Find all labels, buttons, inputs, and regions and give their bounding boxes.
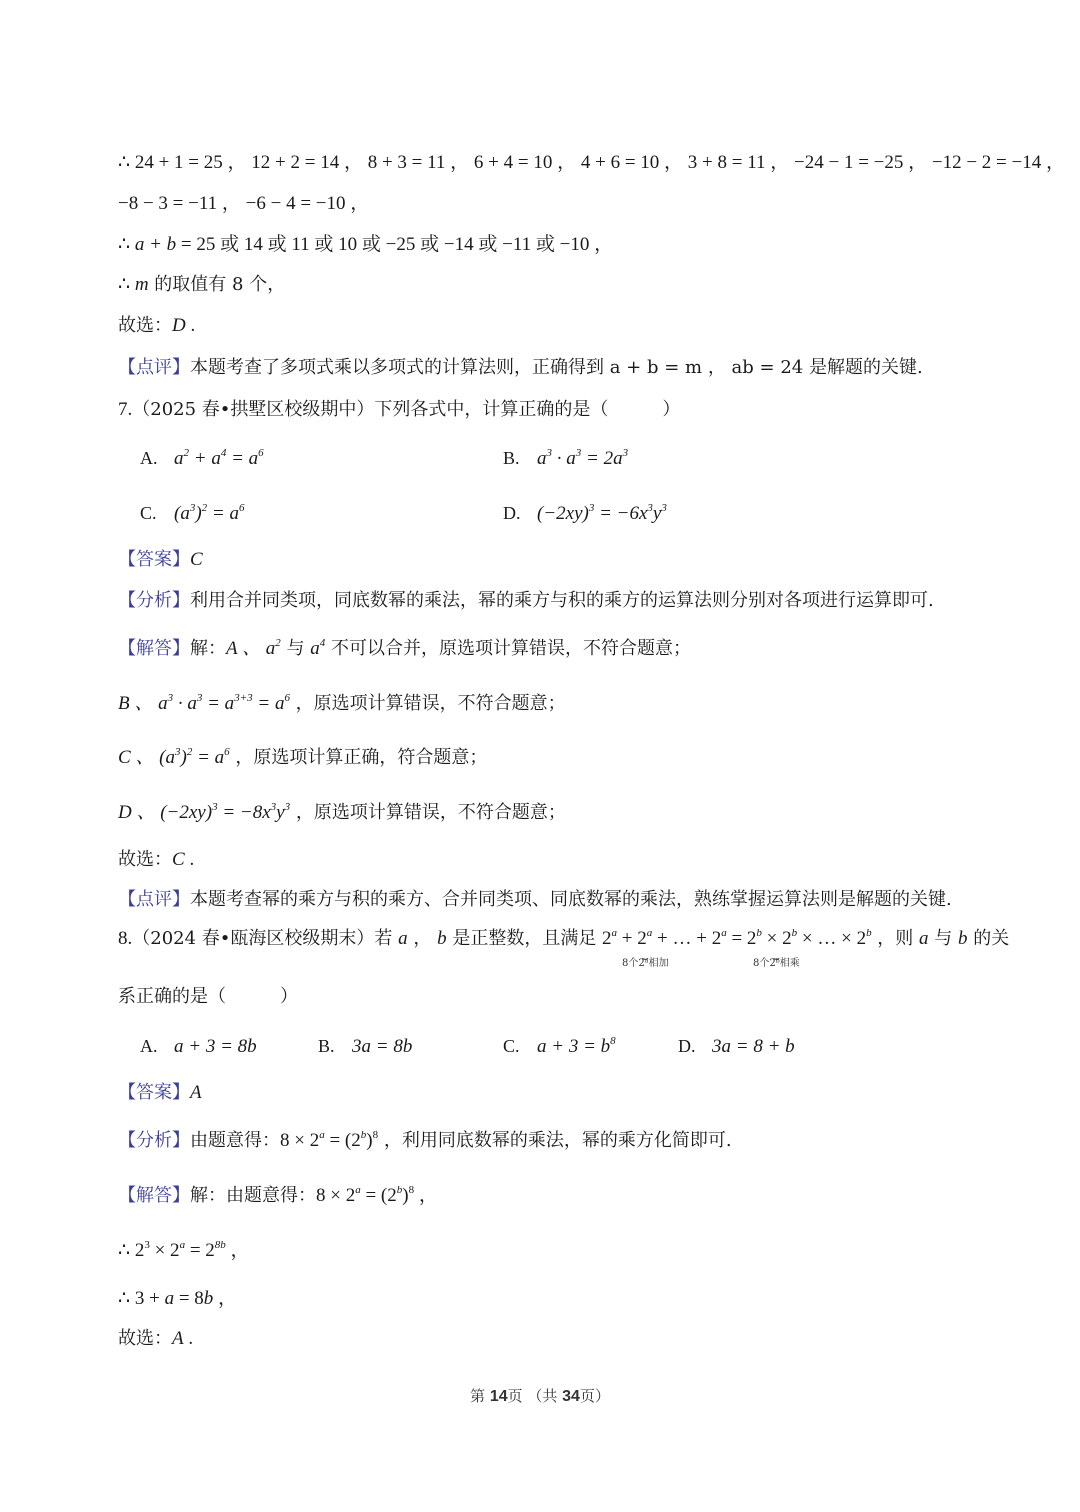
q7-solution-b <box>118 692 566 716</box>
q8-option-d <box>678 1034 795 1059</box>
comment-text: 本题考查幂的乘方与积的乘方、合并同类项、同底数幂的乘法，熟练掌握运算法则是解题的关键. <box>190 889 952 910</box>
q7-option-b <box>503 446 628 471</box>
solution-expr: $a^4$ <box>310 637 326 659</box>
stem-text: ，则 <box>871 928 920 949</box>
option-letter: A. <box>140 1036 158 1056</box>
solution-expr: D 、 $(-2xy)^3 = -8x^3y^3$ <box>118 801 291 823</box>
solution-expr: B 、 $a^3 \cdot a^3 = a^{3+3} = a^6$ <box>118 692 290 714</box>
analysis-tag: 【分析】 <box>118 590 190 611</box>
option-expr: $a^3 \cdot a^3 = 2a^3$ <box>537 447 629 469</box>
option-letter: B. <box>318 1036 335 1056</box>
solution-line-sums-1: ∴ 24 + 1 = 25 ， 12 + 2 = 14 ， 8 + 3 = 11 ， 6 + 4 = 10 ， 4 + 6 = 10 ， 3 + 8 = 11 ， −24 − 1 = −25 ， −12 − 2 = −14 ， <box>118 152 1065 173</box>
solution-tag: 【解答】 <box>118 1185 190 1206</box>
analysis-text: ，利用同底数幂的乘法，幂的乘方化简即可. <box>378 1130 732 1151</box>
prev-choice <box>118 314 195 338</box>
stem-text: 与 <box>928 928 958 949</box>
option-letter: A. <box>140 448 158 468</box>
q8-solution-step-2: ∴ 3 + a = 8b ， <box>118 1288 238 1309</box>
choice-value: D <box>172 315 186 336</box>
value-list: = 25 或 14 或 11 或 10 或 −25 或 −14 或 −11 或 −10 ， <box>176 234 614 255</box>
q8-answer <box>118 1081 202 1105</box>
solution-tag: 【解答】 <box>118 638 190 659</box>
choice-period: . <box>185 315 196 336</box>
stem-text: 若 <box>374 928 399 949</box>
brace-note-product: ⏟ 8个2ᵇ相乘 <box>753 949 800 969</box>
solution-verdict: ，原选项计算错误，不符合题意； <box>289 693 566 714</box>
solution-lead: 解：由题意得： <box>190 1185 316 1206</box>
answer-tag: 【答案】 <box>118 1082 190 1103</box>
choice-value: A <box>172 1328 184 1349</box>
answer-tag: 【答案】 <box>118 549 190 570</box>
option-expr: $(-2xy)^3 = -6x^3y^3$ <box>537 502 667 524</box>
count-text: 的取值有 8 个， <box>148 274 286 295</box>
analysis-expr: $8 \times 2^a = (2^b)^8$ <box>280 1129 379 1151</box>
q7-option-d <box>503 501 667 526</box>
q7-answer <box>118 548 203 572</box>
option-letter: C. <box>140 503 157 523</box>
q7-solution-c <box>118 746 487 770</box>
q8-option-b <box>318 1034 412 1059</box>
var-m: m <box>134 274 149 295</box>
q8-option-a <box>140 1034 257 1059</box>
q8-solution-lead <box>118 1184 438 1208</box>
choice-period: . <box>184 849 195 870</box>
solution-expr: $8 \times 2^a = (2^b)^8$ ， <box>316 1184 438 1206</box>
choice-label: 故选： <box>118 849 172 870</box>
comment-tag: 【点评】 <box>118 889 190 910</box>
analysis-lead: 由题意得： <box>190 1130 280 1151</box>
stem-equation: $2^a + 2^a$ + … + $2^a = 2^b \times 2^b$ × … × $2^b$ <box>602 927 872 949</box>
page-number: 14 <box>489 1388 508 1405</box>
q7-option-a <box>140 446 264 471</box>
conjunction: 与 <box>280 638 311 659</box>
solution-expr: A 、 $a^2$ <box>226 637 281 659</box>
choice-period: . <box>183 1328 194 1349</box>
stem-text: ， <box>407 928 438 949</box>
page-total: 34 <box>562 1388 580 1405</box>
option-letter: C. <box>503 1036 520 1056</box>
option-expr: 3a = 8b <box>352 1036 413 1057</box>
solution-lead: 解： <box>190 638 226 659</box>
q8-analysis <box>118 1129 732 1153</box>
therefore-symbol: ∴ <box>118 274 135 295</box>
therefore-symbol: ∴ <box>118 234 135 255</box>
option-expr: $(a^3)^2 = a^6$ <box>174 502 245 524</box>
option-expr: $a^2 + a^4 = a^6$ <box>174 447 264 469</box>
analysis-text: 利用合并同类项，同底数幂的乘法，幂的乘方与积的乘方的运算法则分别对各项进行运算即可. <box>190 590 934 611</box>
q7-option-c <box>140 501 244 526</box>
q8-stem: 8.（2024 春•瓯海区校级期末）若 a ， b 是正整数，且满足 $2^a + 2^a$ + … + $2^a = 2^b \times 2^b$ × … × $2^b$ ，则 a 与 b 的关 <box>118 927 1010 949</box>
solution-verdict: ，原选项计算错误，不符合题意； <box>290 802 566 823</box>
solution-verdict: ，原选项计算正确，符合题意； <box>229 747 488 768</box>
option-letter: D. <box>503 503 521 523</box>
comment-text: 本题考查了多项式乘以多项式的计算法则，正确得到 a + b = m ， ab = 24 是解题的关键. <box>190 357 923 378</box>
solution-verdict: 不可以合并，原选项计算错误，不符合题意； <box>325 638 691 659</box>
q8-stem-line2: 系正确的是（ ） <box>118 986 298 1007</box>
option-letter: D. <box>678 1036 696 1056</box>
q7-solution-d <box>118 801 566 825</box>
question-number: 7. <box>118 399 133 420</box>
stem-text: 是正整数，且满足 <box>446 928 603 949</box>
q8-option-c <box>503 1034 616 1059</box>
brace-note-sum: ⏟ 8个2ᵃ相加 <box>622 949 669 969</box>
option-expr: a + 3 = 8b <box>174 1036 257 1057</box>
underbrace-icon: ⏟ <box>773 949 780 960</box>
page-footer: 第 14页 （共 34页） <box>470 1387 610 1405</box>
comment-tag: 【点评】 <box>118 357 190 378</box>
question-number: 8. <box>118 928 133 949</box>
question-source: （2024 春•瓯海区校级期末） <box>132 928 375 949</box>
q7-solution-a <box>118 637 691 661</box>
solution-line-a-plus-b <box>118 233 613 257</box>
question-source: （2025 春•拱墅区校级期中） <box>132 399 375 420</box>
q8-solution-step-1: ∴ $2^3 \times 2^a = 2^{8b}$ ， <box>118 1239 250 1261</box>
prev-comment <box>118 356 923 380</box>
q7-analysis <box>118 589 934 613</box>
expr-a-plus-b: a + b <box>134 234 177 255</box>
question-stem: 下列各式中，计算正确的是（ ） <box>374 399 681 420</box>
solution-line-m-count <box>118 273 285 297</box>
q7-choice <box>118 848 194 872</box>
solution-line-sums-2: −8 − 3 = −11 ， −6 − 4 = −10 ， <box>118 193 370 214</box>
q7-stem <box>118 398 680 422</box>
option-expr: $a + 3 = b^8$ <box>537 1035 616 1057</box>
option-letter: B. <box>503 448 520 468</box>
choice-label: 故选： <box>118 1328 172 1349</box>
solution-expr: C 、 $(a^3)^2 = a^6$ <box>118 746 230 768</box>
underbrace-icon: ⏟ <box>642 949 649 960</box>
answer-value: C <box>190 549 203 570</box>
q7-comment <box>118 888 952 912</box>
answer-value: A <box>190 1082 202 1103</box>
choice-label: 故选： <box>118 315 172 336</box>
analysis-tag: 【分析】 <box>118 1130 190 1151</box>
q8-choice <box>118 1327 193 1351</box>
option-expr: 3a = 8 + b <box>712 1036 795 1057</box>
stem-text: 的关 <box>967 928 1010 949</box>
choice-value: C <box>172 849 185 870</box>
